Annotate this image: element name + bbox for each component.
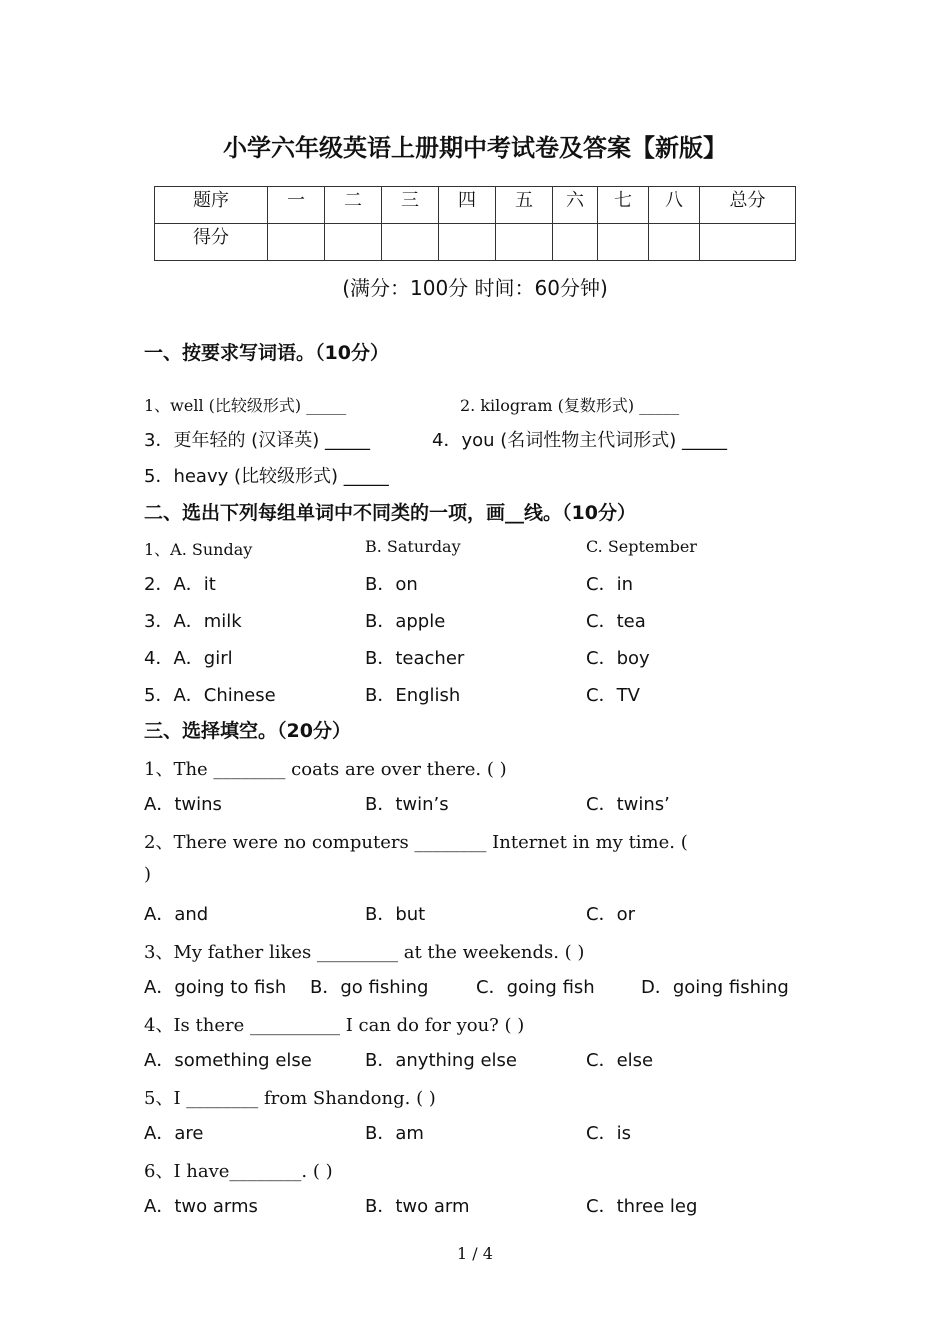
s3-q6-option-a: A．two arms bbox=[144, 1196, 258, 1217]
s3-q4-option-a: A．something else bbox=[144, 1050, 312, 1071]
s3-q5-option-a: A．are bbox=[144, 1123, 204, 1144]
s3-q1-stem: 1、The ________ coats are over there. ( ) bbox=[144, 759, 507, 780]
s3-q5-option-c: C．is bbox=[586, 1123, 631, 1144]
s3-q4-option-c: C．else bbox=[586, 1050, 654, 1071]
s2-row1-a: 1、A. Sunday bbox=[144, 540, 253, 559]
s2-row3-b: B．apple bbox=[365, 611, 446, 632]
score-table-header-row bbox=[155, 187, 796, 224]
header-cell: 四 bbox=[439, 187, 496, 224]
s2-row3-c: C．tea bbox=[586, 611, 646, 632]
page-number: 1 / 4 bbox=[457, 1244, 493, 1263]
score-cell[interactable] bbox=[325, 224, 382, 261]
s3-q2-stem: 2、There were no computers ________ Internet in my time. ( bbox=[144, 832, 688, 853]
score-cell[interactable] bbox=[700, 224, 796, 261]
page-title: 小学六年级英语上册期中考试卷及答案【新版】 bbox=[223, 134, 727, 162]
row-label-cell: 得分 bbox=[155, 224, 268, 261]
s3-q3-option-a: A．going to fish bbox=[144, 977, 287, 998]
score-table bbox=[154, 186, 796, 261]
exam-meta: (满分：100分 时间：60分钟) bbox=[342, 276, 608, 300]
s2-row2-a: 2．A．it bbox=[144, 574, 216, 595]
s3-q6-stem: 6、I have________. ( ) bbox=[144, 1161, 333, 1182]
score-cell[interactable] bbox=[382, 224, 439, 261]
s3-q6-option-c: C．three leg bbox=[586, 1196, 698, 1217]
s2-row2-c: C．in bbox=[586, 574, 633, 595]
s3-q5-option-b: B．am bbox=[365, 1123, 424, 1144]
s2-row5-b: B．English bbox=[365, 685, 461, 706]
s1-question-2: 2. kilogram (复数形式) _____ bbox=[460, 396, 680, 415]
s3-q6-option-b: B．two arm bbox=[365, 1196, 470, 1217]
score-cell[interactable] bbox=[268, 224, 325, 261]
s3-q3-option-b: B．go fishing bbox=[310, 977, 429, 998]
s3-q3-stem: 3、My father likes _________ at the weekends. ( ) bbox=[144, 942, 585, 963]
s1-question-1: 1、well (比较级形式) _____ bbox=[144, 396, 347, 415]
header-cell: 题序 bbox=[155, 187, 268, 224]
s3-q5-stem: 5、I ________ from Shandong. ( ) bbox=[144, 1088, 436, 1109]
s3-q3-option-d: D．going fishing bbox=[641, 977, 789, 998]
section3-heading: 三、选择填空。（20分） bbox=[144, 720, 351, 742]
header-cell: 三 bbox=[382, 187, 439, 224]
header-cell: 七 bbox=[598, 187, 649, 224]
s2-row4-c: C．boy bbox=[586, 648, 650, 669]
score-cell[interactable] bbox=[598, 224, 649, 261]
s3-q4-stem: 4、Is there __________ I can do for you? ( ) bbox=[144, 1015, 525, 1036]
header-cell: 八 bbox=[649, 187, 700, 224]
s2-row4-a: 4．A．girl bbox=[144, 648, 233, 669]
header-cell: 二 bbox=[325, 187, 382, 224]
s2-row2-b: B．on bbox=[365, 574, 418, 595]
s3-q4-option-b: B．anything else bbox=[365, 1050, 517, 1071]
score-cell[interactable] bbox=[649, 224, 700, 261]
s3-q2-option-b: B．but bbox=[365, 904, 426, 925]
s2-row1-c: C. September bbox=[586, 537, 697, 556]
s1-question-5: 5．heavy (比较级形式) _____ bbox=[144, 466, 389, 487]
s3-q2-option-a: A．and bbox=[144, 904, 209, 925]
score-table-score-row bbox=[155, 224, 796, 261]
section1-heading: 一、按要求写词语。（10分） bbox=[144, 342, 389, 364]
s1-question-4: 4．you (名词性物主代词形式) _____ bbox=[432, 430, 728, 451]
s2-row5-c: C．TV bbox=[586, 685, 640, 706]
s3-q2-option-c: C．or bbox=[586, 904, 635, 925]
header-cell: 一 bbox=[268, 187, 325, 224]
section2-heading: 二、选出下列每组单词中不同类的一项，画__线。（10分） bbox=[144, 502, 636, 524]
s3-q1-option-b: B．twin’s bbox=[365, 794, 449, 815]
score-cell[interactable] bbox=[553, 224, 598, 261]
s3-q3-option-c: C．going fish bbox=[476, 977, 595, 998]
s3-q1-option-c: C．twins’ bbox=[586, 794, 670, 815]
s2-row3-a: 3．A．milk bbox=[144, 611, 242, 632]
s2-row5-a: 5．A．Chinese bbox=[144, 685, 276, 706]
header-cell: 六 bbox=[553, 187, 598, 224]
s2-row1-b: B. Saturday bbox=[365, 537, 461, 556]
s3-q1-option-a: A．twins bbox=[144, 794, 222, 815]
header-cell: 总分 bbox=[700, 187, 796, 224]
score-cell[interactable] bbox=[439, 224, 496, 261]
score-cell[interactable] bbox=[496, 224, 553, 261]
header-cell: 五 bbox=[496, 187, 553, 224]
s3-q2-stem-cont: ) bbox=[144, 864, 152, 885]
s2-row4-b: B．teacher bbox=[365, 648, 465, 669]
s1-question-3: 3．更年轻的 (汉译英) _____ bbox=[144, 430, 370, 451]
